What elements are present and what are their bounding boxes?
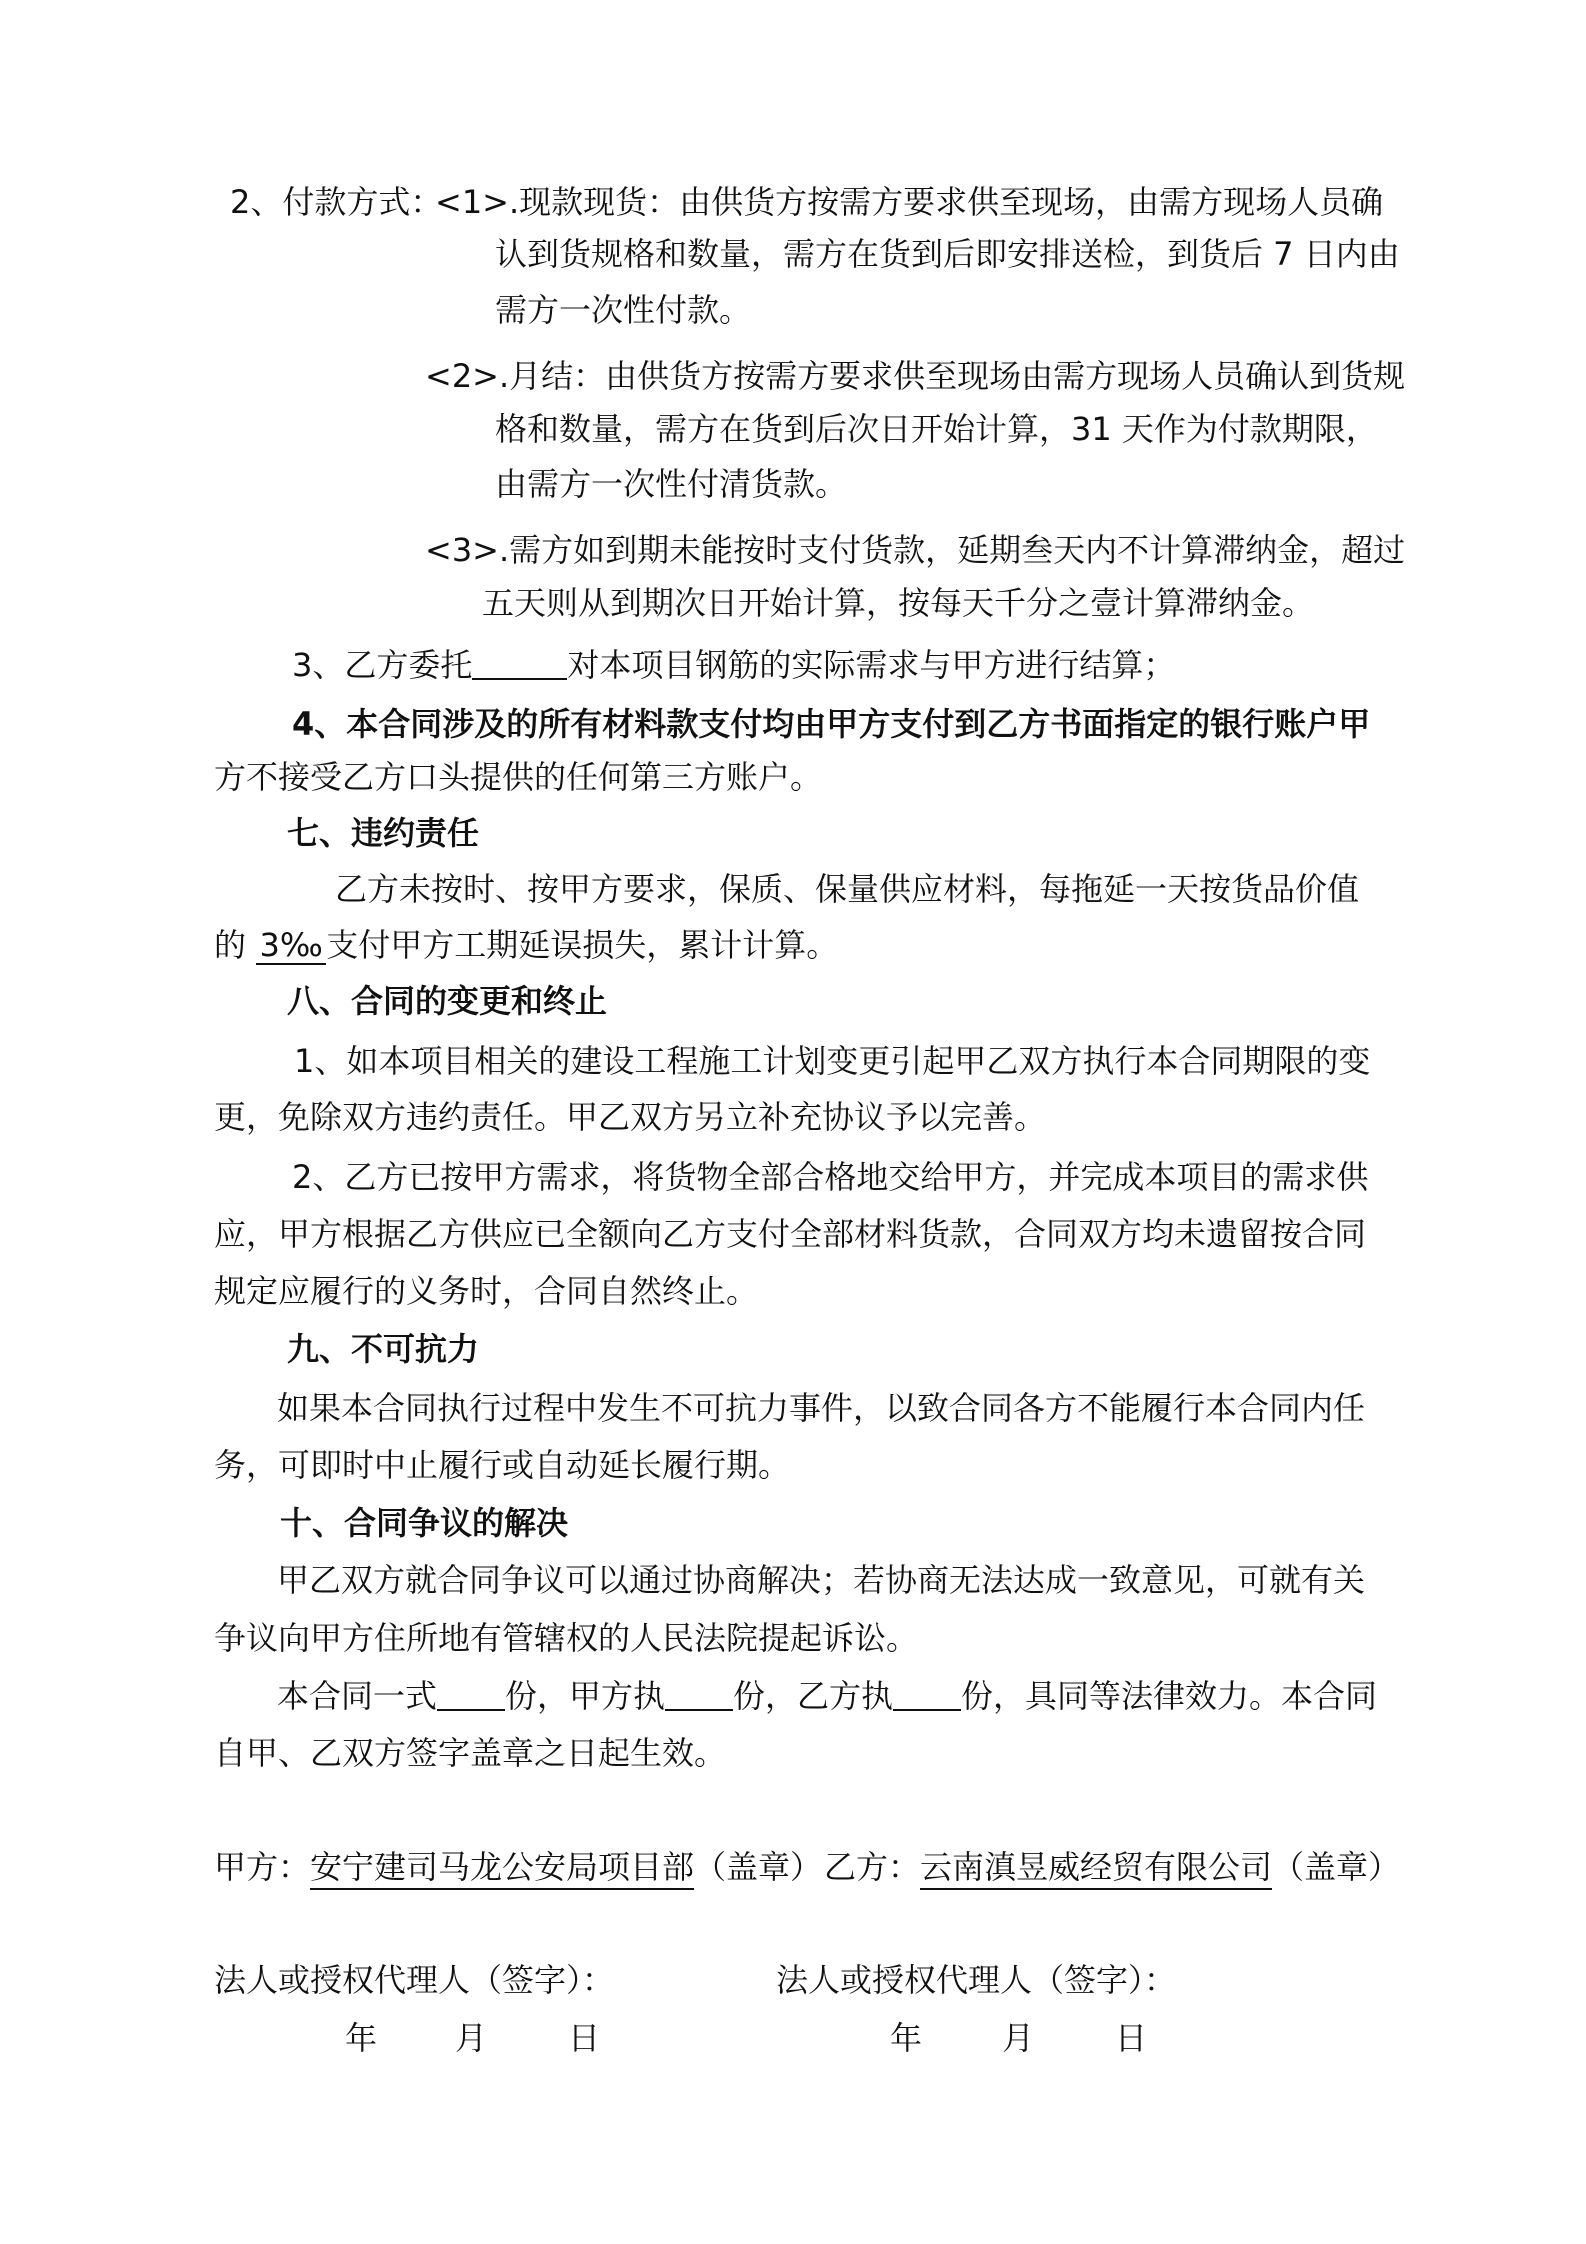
payment-option-3-line-1: <3>.需方如到期未能按时支付货款，延期叁天内不计算滞纳金，超过 bbox=[425, 531, 1406, 569]
party-b-name: 云南滇昱威经贸有限公司 bbox=[920, 1848, 1272, 1890]
party-a-label: 甲方： bbox=[214, 1848, 311, 1886]
item-3-text-b: 对本项目钢筋的实际需求与甲方进行结算； bbox=[567, 646, 1176, 684]
party-a-seal: （盖章） bbox=[694, 1848, 823, 1886]
section-10-copies-line bbox=[277, 1677, 1378, 1715]
item-3-blank bbox=[472, 650, 567, 680]
copies-text-a: 本合同一式 bbox=[277, 1677, 438, 1715]
copies-text-b: 份，甲方执 bbox=[505, 1677, 666, 1715]
section-7-text-a: 的 bbox=[214, 926, 247, 964]
section-10-line-4: 自甲、乙双方签字盖章之日起生效。 bbox=[214, 1734, 727, 1772]
copies-party-b-blank bbox=[893, 1681, 961, 1711]
copies-text-d: 份，具同等法律效力。本合同 bbox=[961, 1677, 1378, 1715]
party-a-date-day: 日 bbox=[568, 2019, 601, 2057]
section-7-line-2 bbox=[214, 926, 839, 965]
payment-option-1-line-1: <1>.现款现货：由供货方按需方要求供至现场，由需方现场人员确 bbox=[435, 183, 1384, 221]
copies-party-a-blank bbox=[665, 1681, 733, 1711]
payment-option-1-line-2: 认到货规格和数量，需方在货到后即安排送检，到货后 7 日内由 bbox=[495, 235, 1400, 273]
party-a-signature-line bbox=[214, 1848, 823, 1886]
payment-option-2-line-2: 格和数量，需方在货到后次日开始计算，31 天作为付款期限， bbox=[495, 410, 1378, 448]
copies-total-blank bbox=[437, 1681, 505, 1711]
party-a-representative-label: 法人或授权代理人（签字）： bbox=[214, 1961, 615, 1999]
payment-option-3-line-2: 五天则从到期次日开始计算，按每天千分之壹计算滞纳金。 bbox=[482, 584, 1315, 622]
party-b-date-day: 日 bbox=[1115, 2019, 1148, 2057]
party-a-date-year: 年 bbox=[345, 2019, 378, 2057]
payment-option-2-line-1: <2>.月结：由供货方按需方要求供至现场由需方现场人员确认到货规 bbox=[425, 357, 1406, 395]
section-8-heading: 八、合同的变更和终止 bbox=[287, 982, 608, 1020]
copies-text-c: 份，乙方执 bbox=[733, 1677, 894, 1715]
section-9-line-1: 如果本合同执行过程中发生不可抗力事件，以致合同各方不能履行本合同内任 bbox=[277, 1389, 1366, 1427]
payment-heading: 2、付款方式： bbox=[230, 183, 443, 221]
item-4-line-2: 方不接受乙方口头提供的任何第三方账户。 bbox=[214, 758, 823, 796]
section-7-line-1: 乙方未按时、按甲方要求，保质、保量供应材料，每拖延一天按货品价值 bbox=[335, 870, 1360, 908]
item-4-line-1: 4、本合同涉及的所有材料款支付均由甲方支付到乙方书面指定的银行账户甲 bbox=[292, 705, 1371, 743]
section-10-heading: 十、合同争议的解决 bbox=[280, 1504, 569, 1542]
section-10-line-1: 甲乙双方就合同争议可以通过协商解决；若协商无法达成一致意见，可就有关 bbox=[277, 1561, 1366, 1599]
party-b-label: 乙方： bbox=[824, 1848, 921, 1886]
section-9-heading: 九、不可抗力 bbox=[287, 1330, 480, 1368]
item-3-text-a: 3、乙方委托 bbox=[292, 646, 473, 684]
party-b-seal: （盖章） bbox=[1272, 1848, 1401, 1886]
party-a-name: 安宁建司马龙公安局项目部 bbox=[310, 1848, 694, 1890]
party-b-date-month: 月 bbox=[1002, 2019, 1035, 2057]
party-b-date-year: 年 bbox=[890, 2019, 923, 2057]
party-a-date-month: 月 bbox=[455, 2019, 488, 2057]
section-8-para-1-line-1: 1、如本项目相关的建设工程施工计划变更引起甲乙双方执行本合同期限的变 bbox=[294, 1042, 1371, 1080]
section-9-line-2: 务，可即时中止履行或自动延长履行期。 bbox=[214, 1446, 791, 1484]
payment-option-1-line-3: 需方一次性付款。 bbox=[495, 291, 752, 329]
section-8-para-1-line-2: 更，免除双方违约责任。甲乙双方另立补充协议予以完善。 bbox=[214, 1098, 1047, 1136]
section-7-text-b: 支付甲方工期延误损失，累计计算。 bbox=[326, 926, 839, 964]
section-8-para-2-line-3: 规定应履行的义务时，合同自然终止。 bbox=[214, 1272, 759, 1310]
party-b-signature-line bbox=[824, 1848, 1401, 1886]
penalty-rate: 3‰ bbox=[256, 929, 326, 965]
section-10-line-2: 争议向甲方住所地有管辖权的人民法院提起诉讼。 bbox=[214, 1619, 919, 1657]
item-3-line bbox=[292, 646, 1176, 684]
section-7-heading: 七、违约责任 bbox=[287, 814, 480, 852]
section-8-para-2-line-1: 2、乙方已按甲方需求，将货物全部合格地交给甲方，并完成本项目的需求供 bbox=[292, 1158, 1369, 1196]
section-8-para-2-line-2: 应，甲方根据乙方供应已全额向乙方支付全部材料货款，合同双方均未遗留按合同 bbox=[214, 1215, 1367, 1253]
payment-option-2-line-3: 由需方一次性付清货款。 bbox=[495, 465, 848, 503]
party-b-representative-label: 法人或授权代理人（签字）： bbox=[776, 1961, 1177, 1999]
